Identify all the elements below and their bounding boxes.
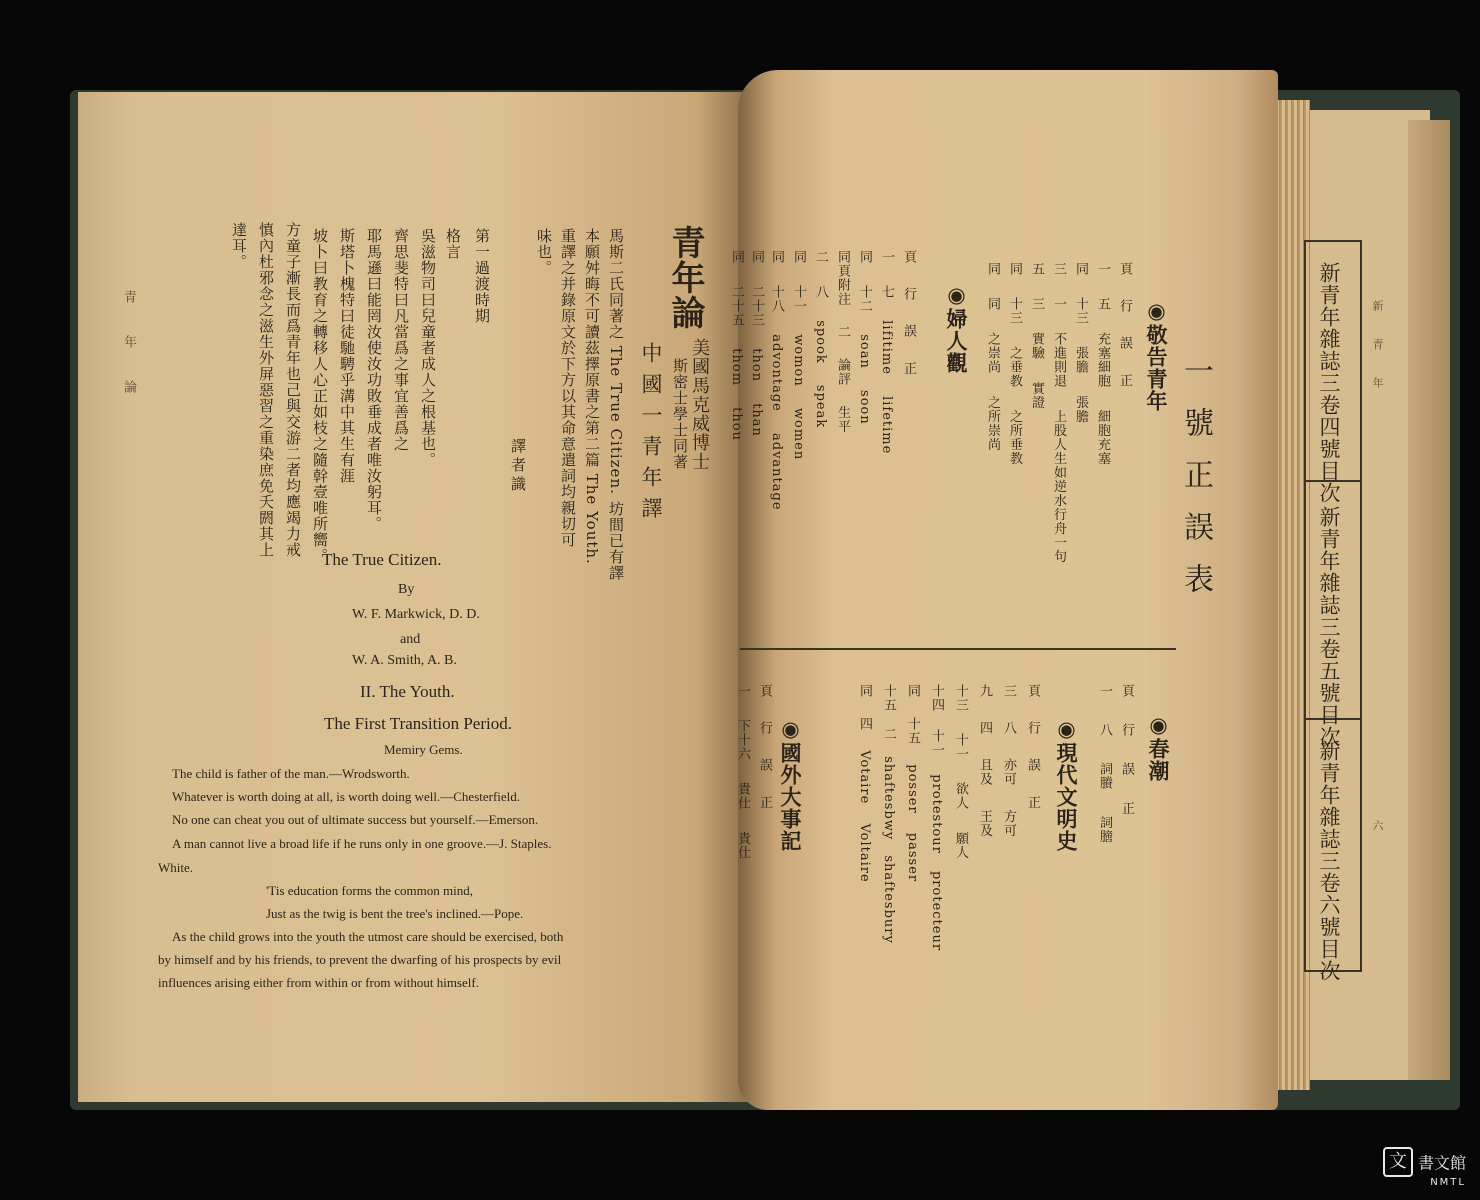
intro-col-1: 馬斯二氏同著之 The True Citizen. 坊間已有譯	[607, 228, 625, 581]
english-line-5: White.	[158, 860, 194, 875]
english-author-1: W. F. Markwick, D. D.	[352, 607, 480, 622]
authors-line-1: 美國馬克威博士	[689, 338, 710, 471]
english-line-6: 'Tis education forms the common mind,	[266, 883, 473, 898]
museum-watermark	[1383, 1147, 1466, 1188]
english-period: The First Transition Period.	[324, 714, 512, 733]
sec4-col-8: 同 四 Votaire Voltaire	[857, 684, 872, 883]
english-line-9: by himself and by his friends, to prevent the dwarfing of his prospects by evil	[158, 952, 562, 967]
sec4-col-3: 九 四 且及 王及	[977, 684, 992, 838]
toc-entry-2: 新青年雜誌三卷五號目次	[1317, 506, 1341, 748]
sec4-col-6: 同 十五 posser passer	[905, 684, 920, 883]
maxim-5: 坡卜曰教育之轉移人心正如枝之隨幹壹唯所嚮。	[311, 228, 329, 564]
watermark-abbrev: NMTL	[1430, 1177, 1466, 1188]
sec4-col-4: 十三 十一 欲人 願人	[953, 684, 968, 860]
sec1-col-2: 一 五 充塞細胞 細胞充塞	[1095, 262, 1110, 466]
sec5-col-2: 一 下十六 貴仕 貴仕	[735, 684, 750, 860]
sec1-col-7: 同 同 之崇尚 之所崇尚	[985, 262, 1000, 452]
maxim-4: 斯塔卜槐特曰徒馳騁乎溝中其生有涯	[338, 228, 356, 484]
sec4-col-2: 三 八 亦可 方可	[1001, 684, 1016, 838]
translator-line: 中國一青年譯	[639, 342, 663, 528]
sec2-col-8: 同 二十三 thon than	[749, 250, 764, 437]
maxim-2: 齊思斐特曰凡當爲之事宜善爲之	[392, 228, 410, 452]
intro-col-4: 味也。	[535, 228, 553, 276]
maxim-7: 慎內杜邪念之滋生外屏惡習之重染庶免夭閼其上	[257, 222, 275, 558]
back-running-head: 新 青 年	[1371, 300, 1384, 400]
back-page-number: 六	[1371, 820, 1384, 832]
english-line-1: The child is father of the man.—Wrodsworth.	[172, 766, 410, 781]
sec2-col-4: 同頁附注 二 論評 生平	[835, 250, 850, 434]
errata-section-2: ◉婦人觀	[944, 282, 969, 374]
page-edge-strip	[1408, 120, 1450, 1080]
toc-entry-1: 新青年雜誌三卷四號目次	[1317, 262, 1341, 504]
intro-col-2: 本願舛晦不可讀茲擇原書之第二篇 The Youth.	[583, 228, 601, 565]
maxim-1: 吳滋物司曰兒童者成人之根基也。	[419, 228, 437, 468]
maxim-8: 達耳。	[230, 222, 248, 270]
sec3-col-1: 頁 行 誤 正	[1119, 684, 1134, 816]
errata-section-3: ◉春潮	[1146, 712, 1171, 782]
english-and: and	[400, 632, 421, 647]
english-title: The True Citizen.	[322, 550, 442, 569]
sec2-col-7: 同 十八 advontage advantage	[769, 250, 784, 511]
sec2-col-3: 同 十二 soan soon	[857, 250, 872, 425]
sec1-col-5: 五 三 實驗 實證	[1029, 262, 1044, 410]
english-line-4: A man cannot live a broad life if he runs only in one groove.—J. Staples.	[172, 836, 552, 851]
english-line-10: influences arising either from within or from without himself.	[158, 975, 479, 990]
translator-note: 譯者識	[509, 438, 527, 495]
sec2-col-9: 同 二十五 thom thou	[729, 250, 744, 441]
english-line-3: No one can cheat you out of ultimate success but yourself.—Emerson.	[172, 812, 539, 827]
authors-line-2: 斯密士學士同著	[671, 358, 689, 470]
sec2-col-1: 頁 行 誤 正	[901, 250, 916, 376]
toc-entry-3: 新青年雜誌三卷六號目次	[1317, 740, 1341, 982]
sec4-col-7: 十五 二 shaftesbwy shaftesbury	[881, 684, 896, 944]
maxim-3: 耶馬遜曰能罔汝使汝功敗垂成者唯汝躬耳。	[365, 228, 383, 532]
english-gems: Memiry Gems.	[384, 742, 463, 757]
sec2-col-6: 同 十一 womon women	[791, 250, 806, 461]
maxim-6: 方童子漸長而爲青年也己與交游二者均應竭力戒	[284, 222, 302, 558]
english-line-7: Just as the twig is bent the tree's inclined.—Pope.	[266, 906, 524, 921]
sec2-col-2: 一 七 lifitime lifetime	[879, 250, 894, 455]
sec1-col-3: 同 十三 張膽 張膽	[1073, 262, 1088, 424]
maxims-heading: 格言	[444, 228, 462, 260]
sec4-col-5: 十四 十一 protestour protecteur	[929, 684, 944, 952]
errata-section-4: ◉現代文明史	[1054, 716, 1079, 852]
errata-divider	[740, 648, 1176, 650]
errata-section-1: ◉敬告青年	[1144, 298, 1169, 412]
english-by: By	[398, 582, 415, 597]
watermark-logo-icon: 文	[1383, 1147, 1413, 1177]
sec2-col-5: 二 八 spook speak	[813, 250, 828, 429]
english-author-2: W. A. Smith, A. B.	[352, 653, 457, 668]
sec1-col-1: 頁 行 誤 正	[1117, 262, 1132, 388]
errata-title: 一號正誤表	[1178, 355, 1213, 615]
sec5-col-1: 頁 行 誤 正	[757, 684, 772, 810]
sec1-col-6: 同 十三 之垂教 之所垂教	[1007, 262, 1022, 466]
sec3-col-2: 一 八 詞賸 詞膪	[1097, 684, 1112, 844]
section-title: 第一過渡時期	[473, 228, 491, 324]
english-chapter: II. The Youth.	[360, 682, 455, 701]
errata-section-5: ◉國外大事記	[778, 716, 803, 852]
english-line-2: Whatever is worth doing at all, is worth doing well.—Chesterfield.	[172, 789, 521, 804]
left-running-head: 青 年 論	[121, 290, 136, 408]
article-title: 青年論	[665, 225, 705, 330]
watermark-name: 書文館	[1417, 1153, 1466, 1173]
sec1-col-4: 三 一 不進則退 上股人生如逆水行舟一句	[1051, 262, 1066, 564]
sec4-col-1: 頁 行 誤 正	[1025, 684, 1040, 810]
english-line-8: As the child grows into the youth the utmost care should be exercised, both	[172, 929, 564, 944]
intro-col-3: 重譯之并錄原文於下方以其命意遣詞均親切可	[559, 228, 577, 548]
